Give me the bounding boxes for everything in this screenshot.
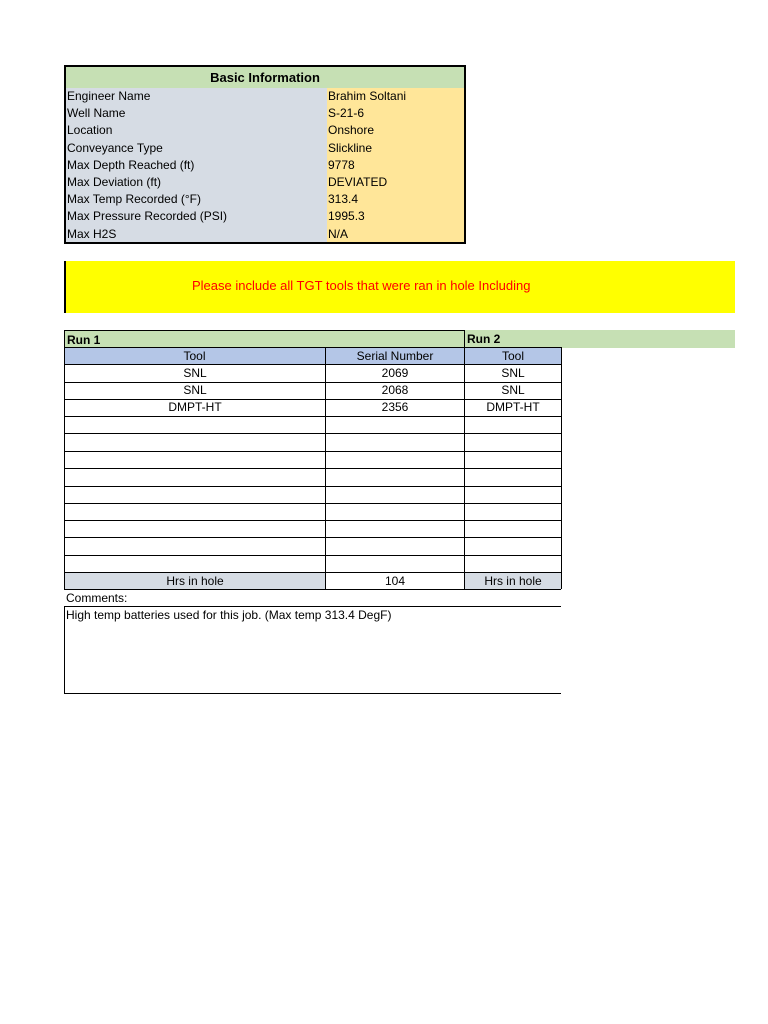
run1-tool-cell[interactable]: SNL (183, 383, 207, 397)
grid-line (64, 330, 465, 331)
grid-line (64, 555, 561, 556)
grid-line (64, 451, 561, 452)
run2-tool-column-header: Tool (465, 348, 561, 365)
value-conveyance-type[interactable]: Slickline (328, 141, 373, 155)
grid-line (64, 347, 561, 348)
grid-line (64, 537, 561, 538)
grid-line (64, 520, 561, 521)
label-max-pressure: Max Pressure Recorded (PSI) (67, 209, 228, 223)
label-conveyance-type: Conveyance Type (67, 141, 163, 155)
basic-information-table (64, 65, 466, 244)
run1-tool-cell[interactable]: SNL (183, 366, 207, 380)
notice-text: Please include all TGT tools that were ran in hole Including (192, 278, 531, 293)
grid-line (561, 347, 562, 589)
basic-values-column (327, 88, 464, 242)
label-max-depth: Max Depth Reached (ft) (67, 158, 195, 172)
run1-serial-cell[interactable]: 2356 (381, 400, 409, 414)
grid-line (64, 589, 561, 590)
value-max-temp[interactable]: 313.4 (328, 192, 359, 206)
label-max-temp: Max Temp Recorded (°F) (67, 192, 201, 206)
run2-header: Run 2 (465, 330, 735, 348)
comments-text: High temp batteries used for this job. (Max temp 313.4 DegF) (66, 608, 392, 622)
run1-serial-cell[interactable]: 2068 (381, 383, 409, 397)
grid-line (64, 486, 561, 487)
run1-tool-column-header: Tool (64, 348, 325, 365)
grid-line (64, 433, 561, 434)
grid-line (64, 468, 561, 469)
run1-hrs-value[interactable]: 104 (384, 574, 406, 588)
basic-information-title: Basic Information (66, 67, 464, 88)
run2-hrs-label: Hrs in hole (465, 573, 561, 589)
basic-labels-column (66, 88, 327, 242)
label-well-name: Well Name (67, 106, 126, 120)
label-location: Location (67, 123, 113, 137)
run2-tool-cell[interactable]: SNL (501, 383, 525, 397)
value-max-depth[interactable]: 9778 (328, 158, 355, 172)
label-max-h2s: Max H2S (67, 227, 117, 241)
value-max-pressure[interactable]: 1995.3 (328, 209, 365, 223)
label-engineer-name: Engineer Name (67, 89, 151, 103)
value-engineer-name[interactable]: Brahim Soltani (328, 89, 407, 103)
comments-box[interactable] (64, 606, 561, 694)
comments-label: Comments: (66, 591, 128, 605)
notice-banner (64, 261, 735, 313)
label-max-deviation: Max Deviation (ft) (67, 175, 162, 189)
run2-tool-cell[interactable]: DMPT-HT (486, 400, 540, 414)
run1-hrs-label: Hrs in hole (65, 573, 325, 589)
run1-serial-cell[interactable]: 2069 (381, 366, 409, 380)
value-max-deviation[interactable]: DEVIATED (328, 175, 388, 189)
value-location[interactable]: Onshore (328, 123, 375, 137)
run1-header: Run 1 (64, 330, 465, 348)
grid-line (64, 416, 561, 417)
run1-tool-cell[interactable]: DMPT-HT (168, 400, 222, 414)
grid-line (64, 503, 561, 504)
run2-tool-cell[interactable]: SNL (501, 366, 525, 380)
value-max-h2s[interactable]: N/A (328, 227, 349, 241)
run1-serial-column-header: Serial Number (325, 348, 465, 365)
value-well-name[interactable]: S-21-6 (328, 106, 365, 120)
